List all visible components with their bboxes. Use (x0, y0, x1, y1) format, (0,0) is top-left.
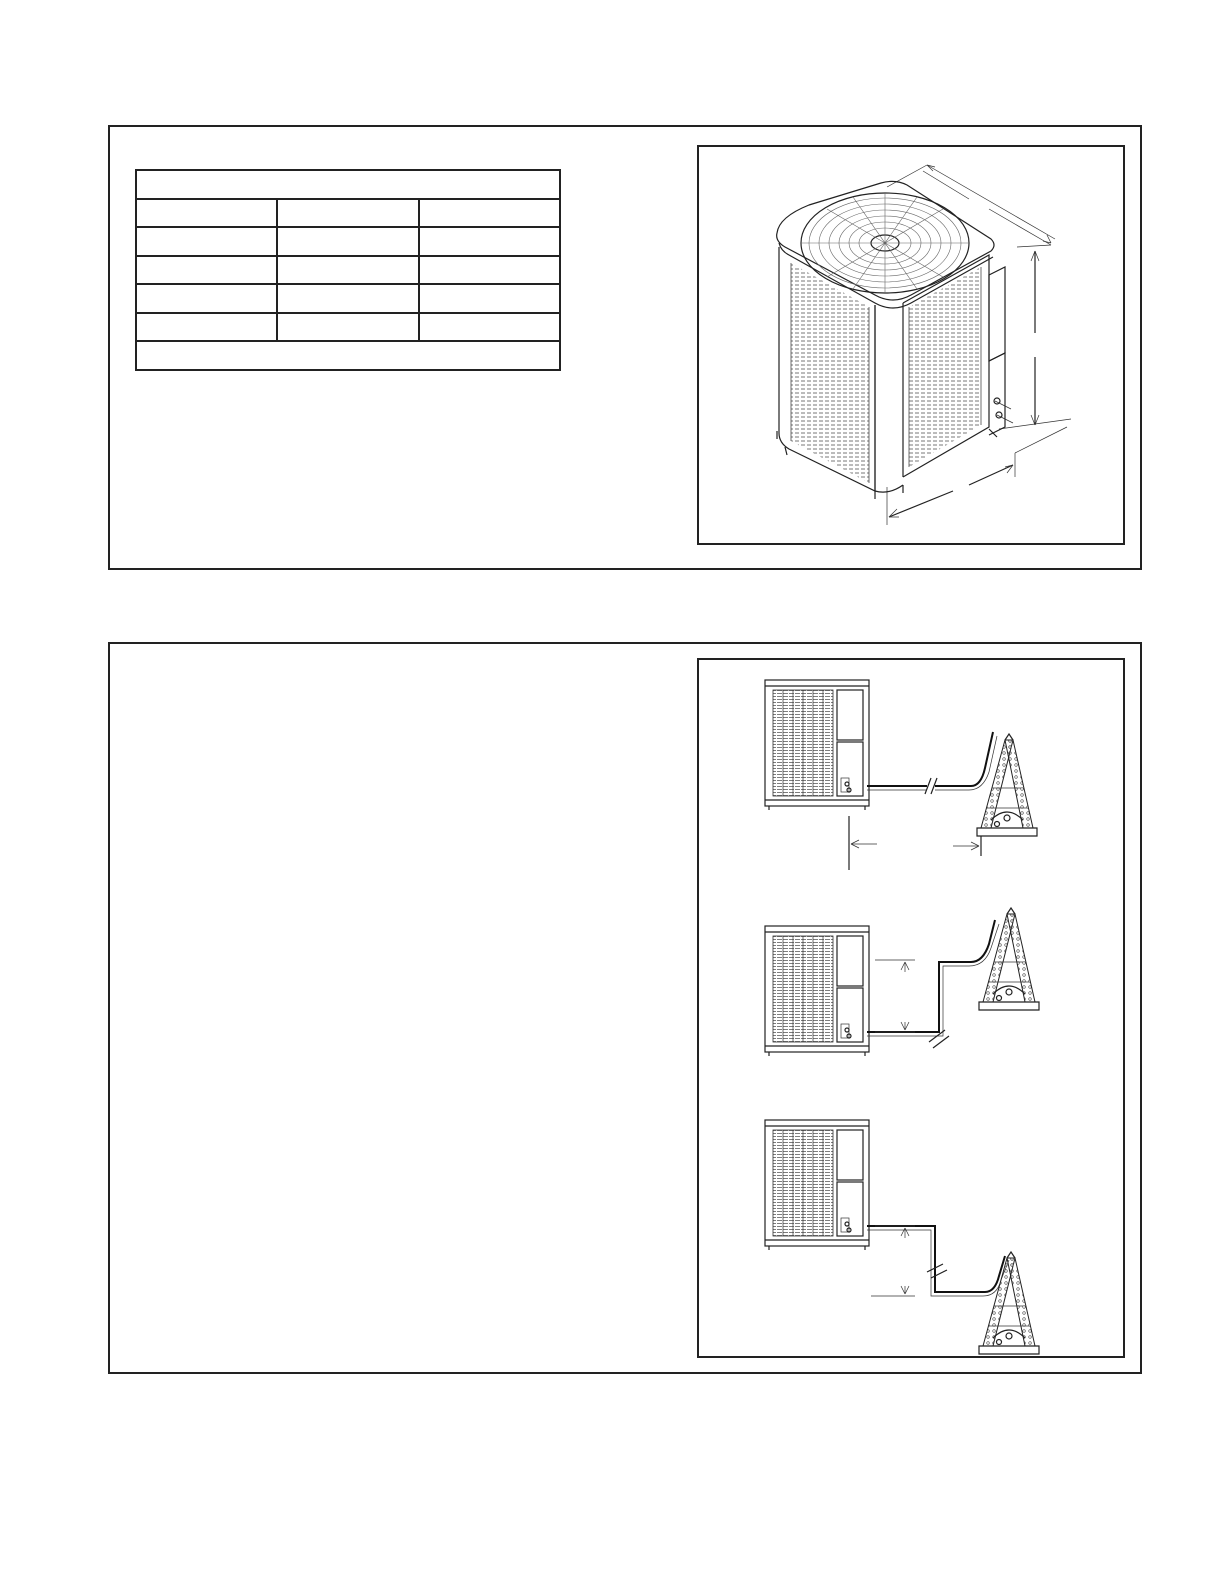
table-row (136, 313, 560, 342)
table-cell (136, 284, 277, 313)
table-title-row (136, 170, 560, 199)
line-set-installations-icon (699, 660, 1123, 1356)
table-row (136, 284, 560, 313)
table-footer-row (136, 341, 560, 370)
table-cell (136, 199, 277, 228)
table-cell (136, 313, 277, 342)
bottom-section (108, 642, 1142, 1374)
outdoor-unit-figure (697, 145, 1125, 545)
table-row (136, 199, 560, 228)
table-cell (419, 284, 560, 313)
table-cell (277, 199, 418, 228)
top-section (108, 125, 1142, 570)
table-cell (419, 256, 560, 285)
table-cell (277, 313, 418, 342)
table-cell (277, 284, 418, 313)
table-title (136, 170, 560, 199)
table-cell (136, 227, 277, 256)
table-row (136, 227, 560, 256)
table-footer (136, 341, 560, 370)
table-row (136, 256, 560, 285)
table-cell (419, 313, 560, 342)
table-cell (277, 256, 418, 285)
table-cell (277, 227, 418, 256)
table-cell (419, 199, 560, 228)
table-cell (419, 227, 560, 256)
spec-table (135, 169, 561, 371)
outdoor-condenser-unit-icon (699, 147, 1123, 543)
line-set-installations-figure (697, 658, 1125, 1358)
table-cell (136, 256, 277, 285)
